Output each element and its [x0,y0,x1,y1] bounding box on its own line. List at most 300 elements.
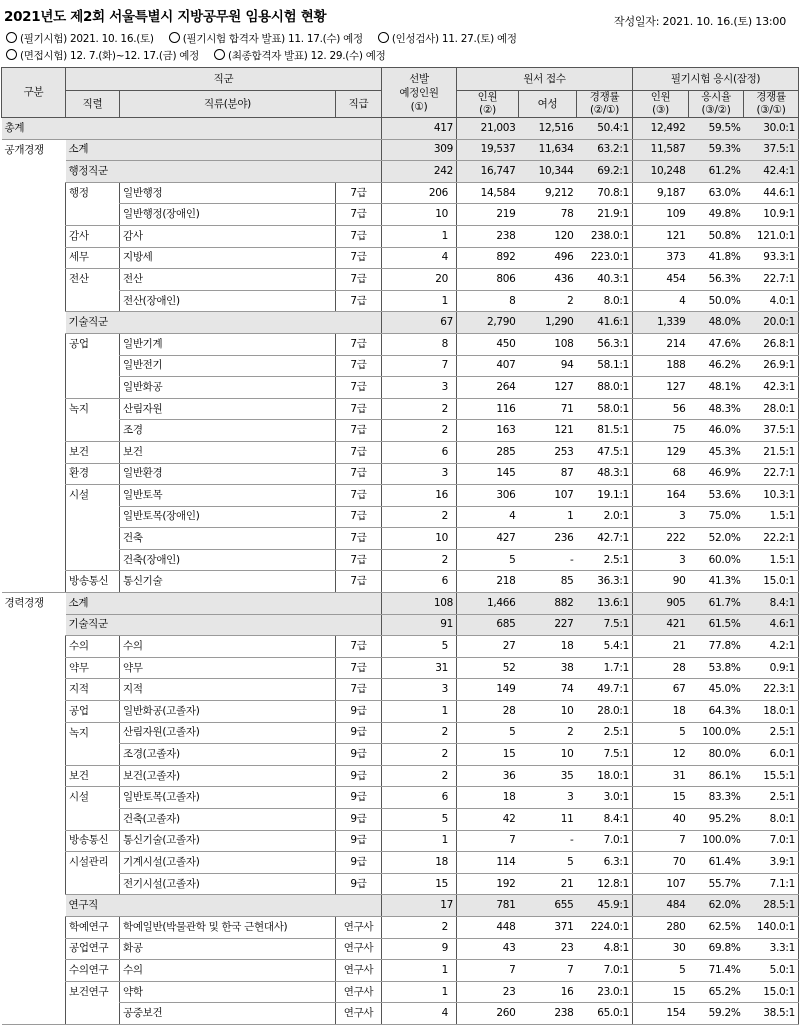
application-count: 163 [457,420,519,442]
planned-count: 9 [382,938,457,960]
schedule-item: (최종합격자 발표) 12. 29.(수) 예정 [214,50,385,62]
gubun-cell [2,657,66,679]
jikryeol-cell [66,549,120,571]
exam-competition: 5.0:1 [744,960,799,982]
jikryu-cell: 약학 [120,981,336,1003]
page-title: 2021년도 제2회 서울특별시 지방공무원 임용시험 현황 [4,9,327,25]
exam-rate: 55.7% [689,873,744,895]
exam-rate: 48.1% [689,377,744,399]
jikryeol-cell: 수의 [66,636,120,658]
female-count: 11 [519,809,577,831]
exam-count: 75 [633,420,689,442]
exam-count: 5 [633,960,689,982]
jikryu-cell: 일반환경 [120,463,336,485]
table-row [2,614,799,636]
application-count: 52 [457,657,519,679]
jikryu-cell: 화공 [120,938,336,960]
table-row [2,981,799,1003]
application-count: 7 [457,960,519,982]
application-competition: 7.0:1 [577,830,633,852]
exam-rate: 63.0% [689,182,744,204]
application-count: 285 [457,441,519,463]
gubun-cell [2,614,66,636]
application-count: 192 [457,873,519,895]
gubun-cell [2,809,66,831]
jikryu-cell: 건축(장애인) [120,549,336,571]
exam-count: 454 [633,269,689,291]
application-count: 450 [457,333,519,355]
table-row [2,118,799,140]
application-count: 1,466 [457,593,519,615]
jikryu-cell: 건축 [120,528,336,550]
female-count: 120 [519,225,577,247]
jikryu-cell: 수의 [120,960,336,982]
exam-competition: 121.0:1 [744,225,799,247]
application-count: 43 [457,938,519,960]
exam-competition: 15.0:1 [744,981,799,1003]
female-count: 882 [519,593,577,615]
exam-competition: 93.3:1 [744,247,799,269]
jikryu-cell: 지방세 [120,247,336,269]
exam-count: 12 [633,744,689,766]
application-competition: 238.0:1 [577,225,633,247]
exam-count: 21 [633,636,689,658]
header-competition: 경쟁률 (②/①) [577,91,633,118]
exam-rate: 60.0% [689,549,744,571]
female-count: 38 [519,657,577,679]
exam-competition: 4.6:1 [744,614,799,636]
subtotal-label: 소계 [66,139,382,161]
jikgeup-cell: 연구사 [336,1003,382,1025]
exam-competition: 28.5:1 [744,895,799,917]
application-competition: 8.0:1 [577,290,633,312]
jikryeol-cell [66,1003,120,1025]
header-jikgeup: 직급 [336,91,382,118]
planned-count: 67 [382,312,457,334]
gubun-cell [2,722,66,744]
header-female: 여성 [519,91,577,118]
exam-count: 40 [633,809,689,831]
jikgeup-cell: 9급 [336,830,382,852]
exam-competition: 4.0:1 [744,290,799,312]
gubun-cell [2,377,66,399]
gubun-cell [2,744,66,766]
application-competition: 19.1:1 [577,485,633,507]
table-row [2,938,799,960]
gubun-cell [2,161,66,183]
table-row [2,355,799,377]
table-row [2,161,799,183]
planned-count: 3 [382,679,457,701]
table-row [2,593,799,615]
planned-count: 5 [382,636,457,658]
exam-count: 31 [633,765,689,787]
jikgeup-cell: 7급 [336,571,382,593]
gubun-cell [2,1003,66,1025]
exam-count: 3 [633,506,689,528]
exam-rate: 61.2% [689,161,744,183]
jikryu-cell: 산림자원 [120,398,336,420]
application-count: 260 [457,1003,519,1025]
exam-count: 222 [633,528,689,550]
jikryeol-cell: 약무 [66,657,120,679]
exam-competition: 8.0:1 [744,809,799,831]
jikryu-cell: 일반화공(고졸자) [120,701,336,723]
exam-count: 121 [633,225,689,247]
gubun-cell [2,549,66,571]
exam-count: 4 [633,290,689,312]
table-row [2,722,799,744]
exam-count: 3 [633,549,689,571]
jikgeup-cell: 7급 [336,463,382,485]
jikryu-cell: 일반토목 [120,485,336,507]
application-count: 5 [457,549,519,571]
exam-count: 188 [633,355,689,377]
jikryeol-cell [66,873,120,895]
jikryeol-cell: 공업연구 [66,938,120,960]
table-row [2,528,799,550]
application-competition: 5.4:1 [577,636,633,658]
table-row [2,290,799,312]
table-row [2,679,799,701]
table-row [2,873,799,895]
gubun-cell [2,938,66,960]
gubun-cell [2,420,66,442]
table-row [2,312,799,334]
female-count: 11,634 [519,139,577,161]
jikryeol-cell [66,744,120,766]
female-count: 371 [519,916,577,938]
table-row [2,636,799,658]
application-competition: 18.0:1 [577,765,633,787]
exam-rate: 50.0% [689,290,744,312]
planned-count: 1 [382,290,457,312]
application-competition: 45.9:1 [577,895,633,917]
jikryu-cell: 기계시설(고졸자) [120,852,336,874]
application-competition: 1.7:1 [577,657,633,679]
exam-rate: 45.0% [689,679,744,701]
table-row [2,420,799,442]
gubun-cell [2,636,66,658]
planned-count: 242 [382,161,457,183]
exam-competition: 10.3:1 [744,485,799,507]
jikryeol-cell [66,528,120,550]
jikryeol-cell: 보건연구 [66,981,120,1003]
table-row [2,377,799,399]
jikryeol-cell: 행정 [66,182,120,204]
exam-competition: 37.5:1 [744,420,799,442]
jikryu-cell: 통신기술(고졸자) [120,830,336,852]
exam-competition: 15.5:1 [744,765,799,787]
jikryu-cell: 약무 [120,657,336,679]
female-count: 227 [519,614,577,636]
planned-count: 3 [382,463,457,485]
gubun-cell [2,312,66,334]
jikryu-cell: 전산 [120,269,336,291]
exam-rate: 64.3% [689,701,744,723]
exam-competition: 22.7:1 [744,463,799,485]
table-row [2,398,799,420]
table-row [2,895,799,917]
exam-competition: 7.0:1 [744,830,799,852]
application-count: 781 [457,895,519,917]
exam-count: 68 [633,463,689,485]
exam-rate: 45.3% [689,441,744,463]
female-count: 3 [519,787,577,809]
application-count: 28 [457,701,519,723]
table-row [2,139,799,161]
application-count: 36 [457,765,519,787]
exam-competition: 10.9:1 [744,204,799,226]
planned-count: 10 [382,204,457,226]
planned-count: 417 [382,118,457,140]
application-competition: 224.0:1 [577,916,633,938]
gubun-cell [2,333,66,355]
female-count: 74 [519,679,577,701]
jikryu-cell: 일반행정 [120,182,336,204]
exam-count: 280 [633,916,689,938]
application-competition: 7.5:1 [577,744,633,766]
gubun-cell [2,290,66,312]
female-count: 21 [519,873,577,895]
gubun-cell [2,873,66,895]
jikgeup-cell: 7급 [336,377,382,399]
exam-competition: 22.7:1 [744,269,799,291]
table-row [2,787,799,809]
table-row [2,247,799,269]
exam-competition: 42.3:1 [744,377,799,399]
jikryu-cell: 전산(장애인) [120,290,336,312]
table-row [2,830,799,852]
exam-rate: 41.8% [689,247,744,269]
jikgeup-cell: 연구사 [336,960,382,982]
application-count: 407 [457,355,519,377]
application-competition: 70.8:1 [577,182,633,204]
table-row [2,441,799,463]
application-competition: 2.5:1 [577,549,633,571]
application-count: 16,747 [457,161,519,183]
table-row [2,463,799,485]
gubun-cell [2,960,66,982]
application-count: 145 [457,463,519,485]
jikgeup-cell: 9급 [336,722,382,744]
exam-count: 30 [633,938,689,960]
planned-count: 31 [382,657,457,679]
exam-rate: 48.0% [689,312,744,334]
application-competition: 42.7:1 [577,528,633,550]
table-row [2,549,799,571]
application-count: 8 [457,290,519,312]
planned-count: 4 [382,1003,457,1025]
jikryu-cell: 공중보건 [120,1003,336,1025]
jikryeol-cell: 전산 [66,269,120,291]
exam-count: 154 [633,1003,689,1025]
jikgeup-cell: 7급 [336,204,382,226]
application-competition: 7.5:1 [577,614,633,636]
female-count: - [519,830,577,852]
written-date: 작성일자: 2021. 10. 16.(토) 13:00 [614,15,786,28]
jikgeup-cell: 연구사 [336,981,382,1003]
application-competition: 41.6:1 [577,312,633,334]
jikgeup-cell: 7급 [336,355,382,377]
jikryeol-cell [66,506,120,528]
exam-count: 15 [633,787,689,809]
exam-competition: 7.1:1 [744,873,799,895]
exam-competition: 30.0:1 [744,118,799,140]
circle-bullet-icon [6,49,17,60]
schedule-line-2 [6,48,397,63]
application-competition: 21.9:1 [577,204,633,226]
female-count: 253 [519,441,577,463]
table-row [2,204,799,226]
application-competition: 49.7:1 [577,679,633,701]
jikryeol-cell: 세무 [66,247,120,269]
header-jikgun: 직군 [66,68,382,91]
jikryeol-cell: 공업 [66,333,120,355]
exam-competition: 18.0:1 [744,701,799,723]
jikgeup-cell: 9급 [336,809,382,831]
exam-competition: 26.9:1 [744,355,799,377]
exam-rate: 77.8% [689,636,744,658]
planned-count: 7 [382,355,457,377]
gubun-cell [2,398,66,420]
group-label: 기술직군 [66,614,382,636]
jikryu-cell: 일반기계 [120,333,336,355]
exam-rate: 59.2% [689,1003,744,1025]
application-competition: 223.0:1 [577,247,633,269]
gubun-cell [2,441,66,463]
planned-count: 2 [382,722,457,744]
female-count: 10 [519,744,577,766]
jikryeol-cell [66,377,120,399]
exam-rate: 56.3% [689,269,744,291]
exam-rate: 41.3% [689,571,744,593]
exam-competition: 20.0:1 [744,312,799,334]
gubun-cell [2,204,66,226]
jikryeol-cell: 방송통신 [66,830,120,852]
circle-bullet-icon [169,32,180,43]
planned-count: 1 [382,830,457,852]
exam-rate: 95.2% [689,809,744,831]
jikgeup-cell: 연구사 [336,916,382,938]
schedule-item: (면접시험) 12. 7.(화)~12. 17.(금) 예정 [6,50,199,62]
exam-count: 11,587 [633,139,689,161]
planned-count: 8 [382,333,457,355]
table-row [2,485,799,507]
application-competition: 28.0:1 [577,701,633,723]
planned-count: 91 [382,614,457,636]
application-count: 306 [457,485,519,507]
application-competition: 12.8:1 [577,873,633,895]
application-count: 892 [457,247,519,269]
gubun-cell [2,463,66,485]
exam-count: 484 [633,895,689,917]
female-count: 655 [519,895,577,917]
exam-rate: 47.6% [689,333,744,355]
gubun-cell [2,679,66,701]
exam-rate: 46.2% [689,355,744,377]
female-count: 85 [519,571,577,593]
female-count: 12,516 [519,118,577,140]
jikryeol-cell: 보건 [66,441,120,463]
application-competition: 65.0:1 [577,1003,633,1025]
planned-count: 15 [382,873,457,895]
exam-competition: 22.3:1 [744,679,799,701]
jikgeup-cell: 7급 [336,290,382,312]
exam-rate: 61.7% [689,593,744,615]
female-count: 121 [519,420,577,442]
planned-count: 206 [382,182,457,204]
jikryu-cell: 지적 [120,679,336,701]
circle-bullet-icon [6,32,17,43]
exam-rate: 50.8% [689,225,744,247]
group-label: 연구직 [66,895,382,917]
gubun-cell [2,485,66,507]
jikgeup-cell: 7급 [336,657,382,679]
planned-count: 6 [382,787,457,809]
table-row [2,960,799,982]
female-count: 436 [519,269,577,291]
application-count: 15 [457,744,519,766]
jikryu-cell: 일반토목(고졸자) [120,787,336,809]
jikgeup-cell: 9급 [336,744,382,766]
planned-count: 10 [382,528,457,550]
header-app-count: 인원 (②) [457,91,519,118]
gubun-cell [2,506,66,528]
female-count: 9,212 [519,182,577,204]
exam-rate: 59.5% [689,118,744,140]
table-row [2,765,799,787]
exam-rate: 83.3% [689,787,744,809]
circle-bullet-icon [378,32,389,43]
exam-count: 164 [633,485,689,507]
exam-competition: 15.0:1 [744,571,799,593]
application-competition: 50.4:1 [577,118,633,140]
table-body [2,118,799,1025]
jikgeup-cell: 9급 [336,765,382,787]
exam-competition: 2.5:1 [744,722,799,744]
application-competition: 2.5:1 [577,722,633,744]
planned-count: 2 [382,549,457,571]
exam-count: 67 [633,679,689,701]
female-count: 236 [519,528,577,550]
schedule-item: (필기시험) 2021. 10. 16.(토) [6,33,154,45]
table-row [2,916,799,938]
female-count: 23 [519,938,577,960]
row-label: 총계 [2,118,382,140]
female-count: 71 [519,398,577,420]
jikryu-cell: 통신기술 [120,571,336,593]
jikryu-cell: 보건(고졸자) [120,765,336,787]
application-count: 5 [457,722,519,744]
application-competition: 8.4:1 [577,809,633,831]
application-competition: 7.0:1 [577,960,633,982]
exam-rate: 69.8% [689,938,744,960]
jikryeol-cell: 녹지 [66,398,120,420]
schedule-item: (필기시험 합격자 발표) 11. 17.(수) 예정 [169,33,363,45]
exam-count: 127 [633,377,689,399]
female-count: - [519,549,577,571]
jikgeup-cell: 7급 [336,549,382,571]
header-jikryu: 직류(분야) [120,91,336,118]
female-count: 10,344 [519,161,577,183]
female-count: 87 [519,463,577,485]
exam-count: 18 [633,701,689,723]
exam-competition: 140.0:1 [744,916,799,938]
gubun-cell [2,916,66,938]
header-exam-count: 인원 (③) [633,91,689,118]
table-row [2,571,799,593]
